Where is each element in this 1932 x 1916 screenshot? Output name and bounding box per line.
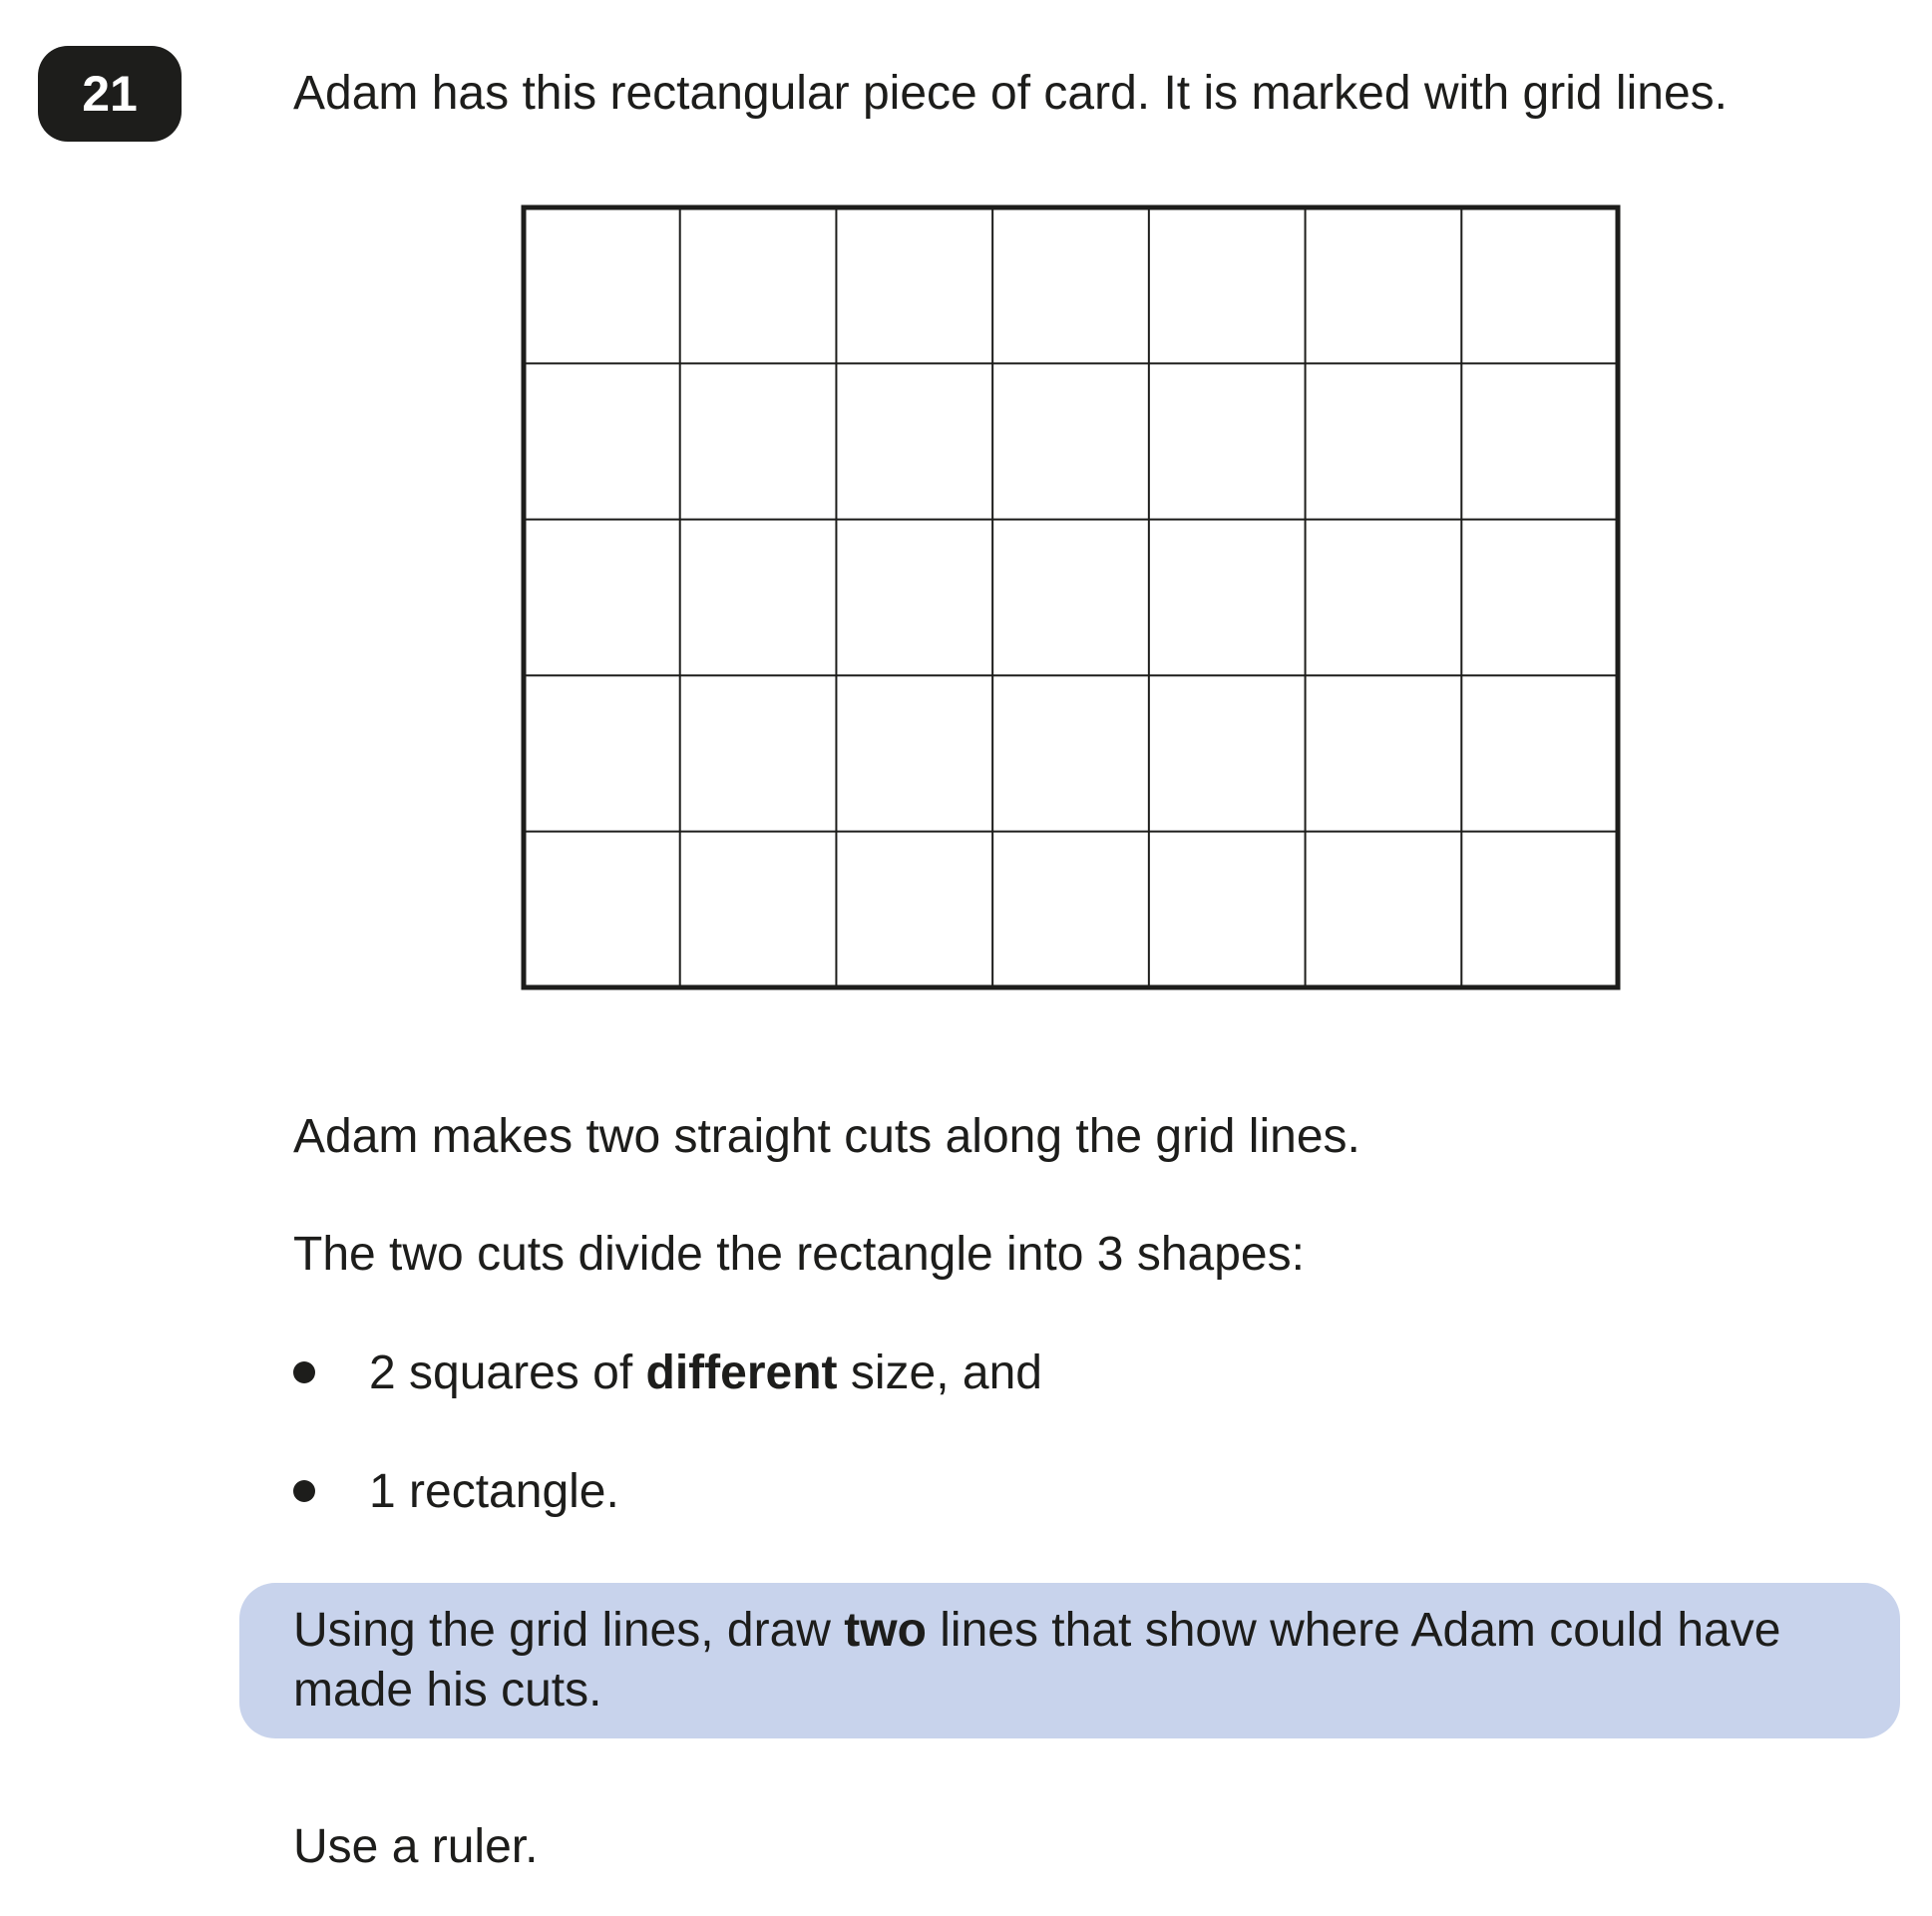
card-outline: [524, 207, 1618, 987]
bullet-dot: [293, 1480, 315, 1502]
bullet-item-rectangle: 1 rectangle.: [369, 1465, 619, 1518]
intro-text: Adam has this rectangular piece of card. It is marked with grid lines.: [293, 67, 1728, 120]
instruction-text: Using the grid lines, draw two lines that show where Adam could have made his cuts.: [293, 1604, 1781, 1717]
cuts-description: Adam makes two straight cuts along the grid lines.: [293, 1110, 1360, 1163]
bullet-item-squares: 2 squares of different size, and: [369, 1346, 1042, 1399]
shapes-description: The two cuts divide the rectangle into 3 shapes:: [293, 1228, 1305, 1281]
ruler-note: Use a ruler.: [293, 1820, 539, 1873]
bullet-dot: [293, 1361, 315, 1383]
grid-lines: [524, 207, 1618, 987]
question-number: 21: [82, 66, 138, 122]
